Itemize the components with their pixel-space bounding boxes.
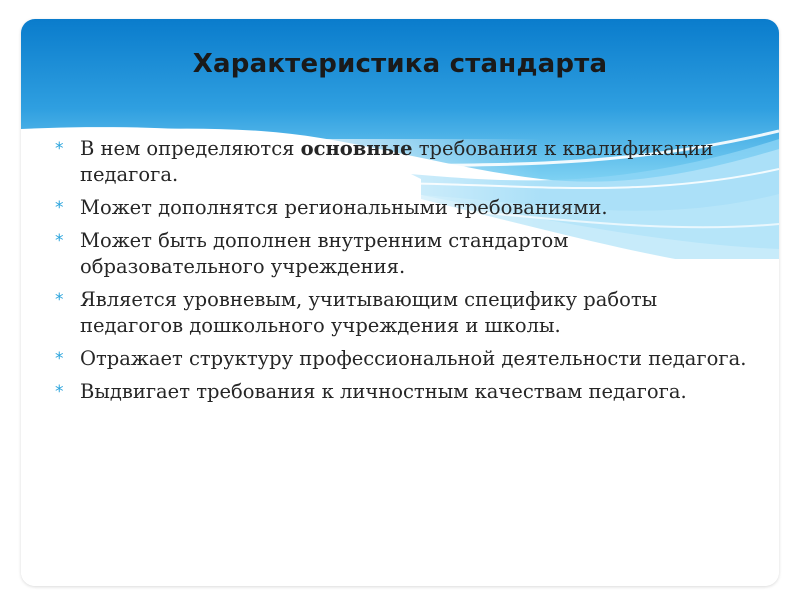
bullet-text: Отражает структуру профессиональной деятельности педагога. <box>80 347 747 370</box>
bullet-icon: * <box>55 139 64 159</box>
bullet-icon: * <box>55 198 64 218</box>
bullet-icon: * <box>55 349 64 369</box>
bullet-item <box>55 136 755 188</box>
bullet-list <box>55 136 755 412</box>
bullet-text: Может быть дополнен внутренним стандартом образовательного учреждения. <box>80 229 569 278</box>
bullet-text-pre: В нем определяются <box>80 137 301 160</box>
bullet-item <box>55 228 755 280</box>
bullet-icon: * <box>55 231 64 251</box>
bullet-text: Выдвигает требования к личностным качествам педагога. <box>80 380 687 403</box>
bullet-text: Является уровневым, учитывающим специфику работы педагогов дошкольного учреждения и школы. <box>80 288 658 337</box>
bullet-text-post: требования к квалификации педагога. <box>80 137 714 186</box>
bullet-item <box>55 287 755 339</box>
bullet-item <box>55 346 755 372</box>
bullet-text: Может дополнятся региональными требованиями. <box>80 196 608 219</box>
bullet-text-bold: основные <box>300 137 413 160</box>
slide <box>21 19 779 586</box>
bullet-icon: * <box>55 290 64 310</box>
bullet-icon: * <box>55 382 64 402</box>
slide-title: Характеристика стандарта <box>192 49 608 79</box>
bullet-item <box>55 195 755 221</box>
bullet-item <box>55 379 755 405</box>
